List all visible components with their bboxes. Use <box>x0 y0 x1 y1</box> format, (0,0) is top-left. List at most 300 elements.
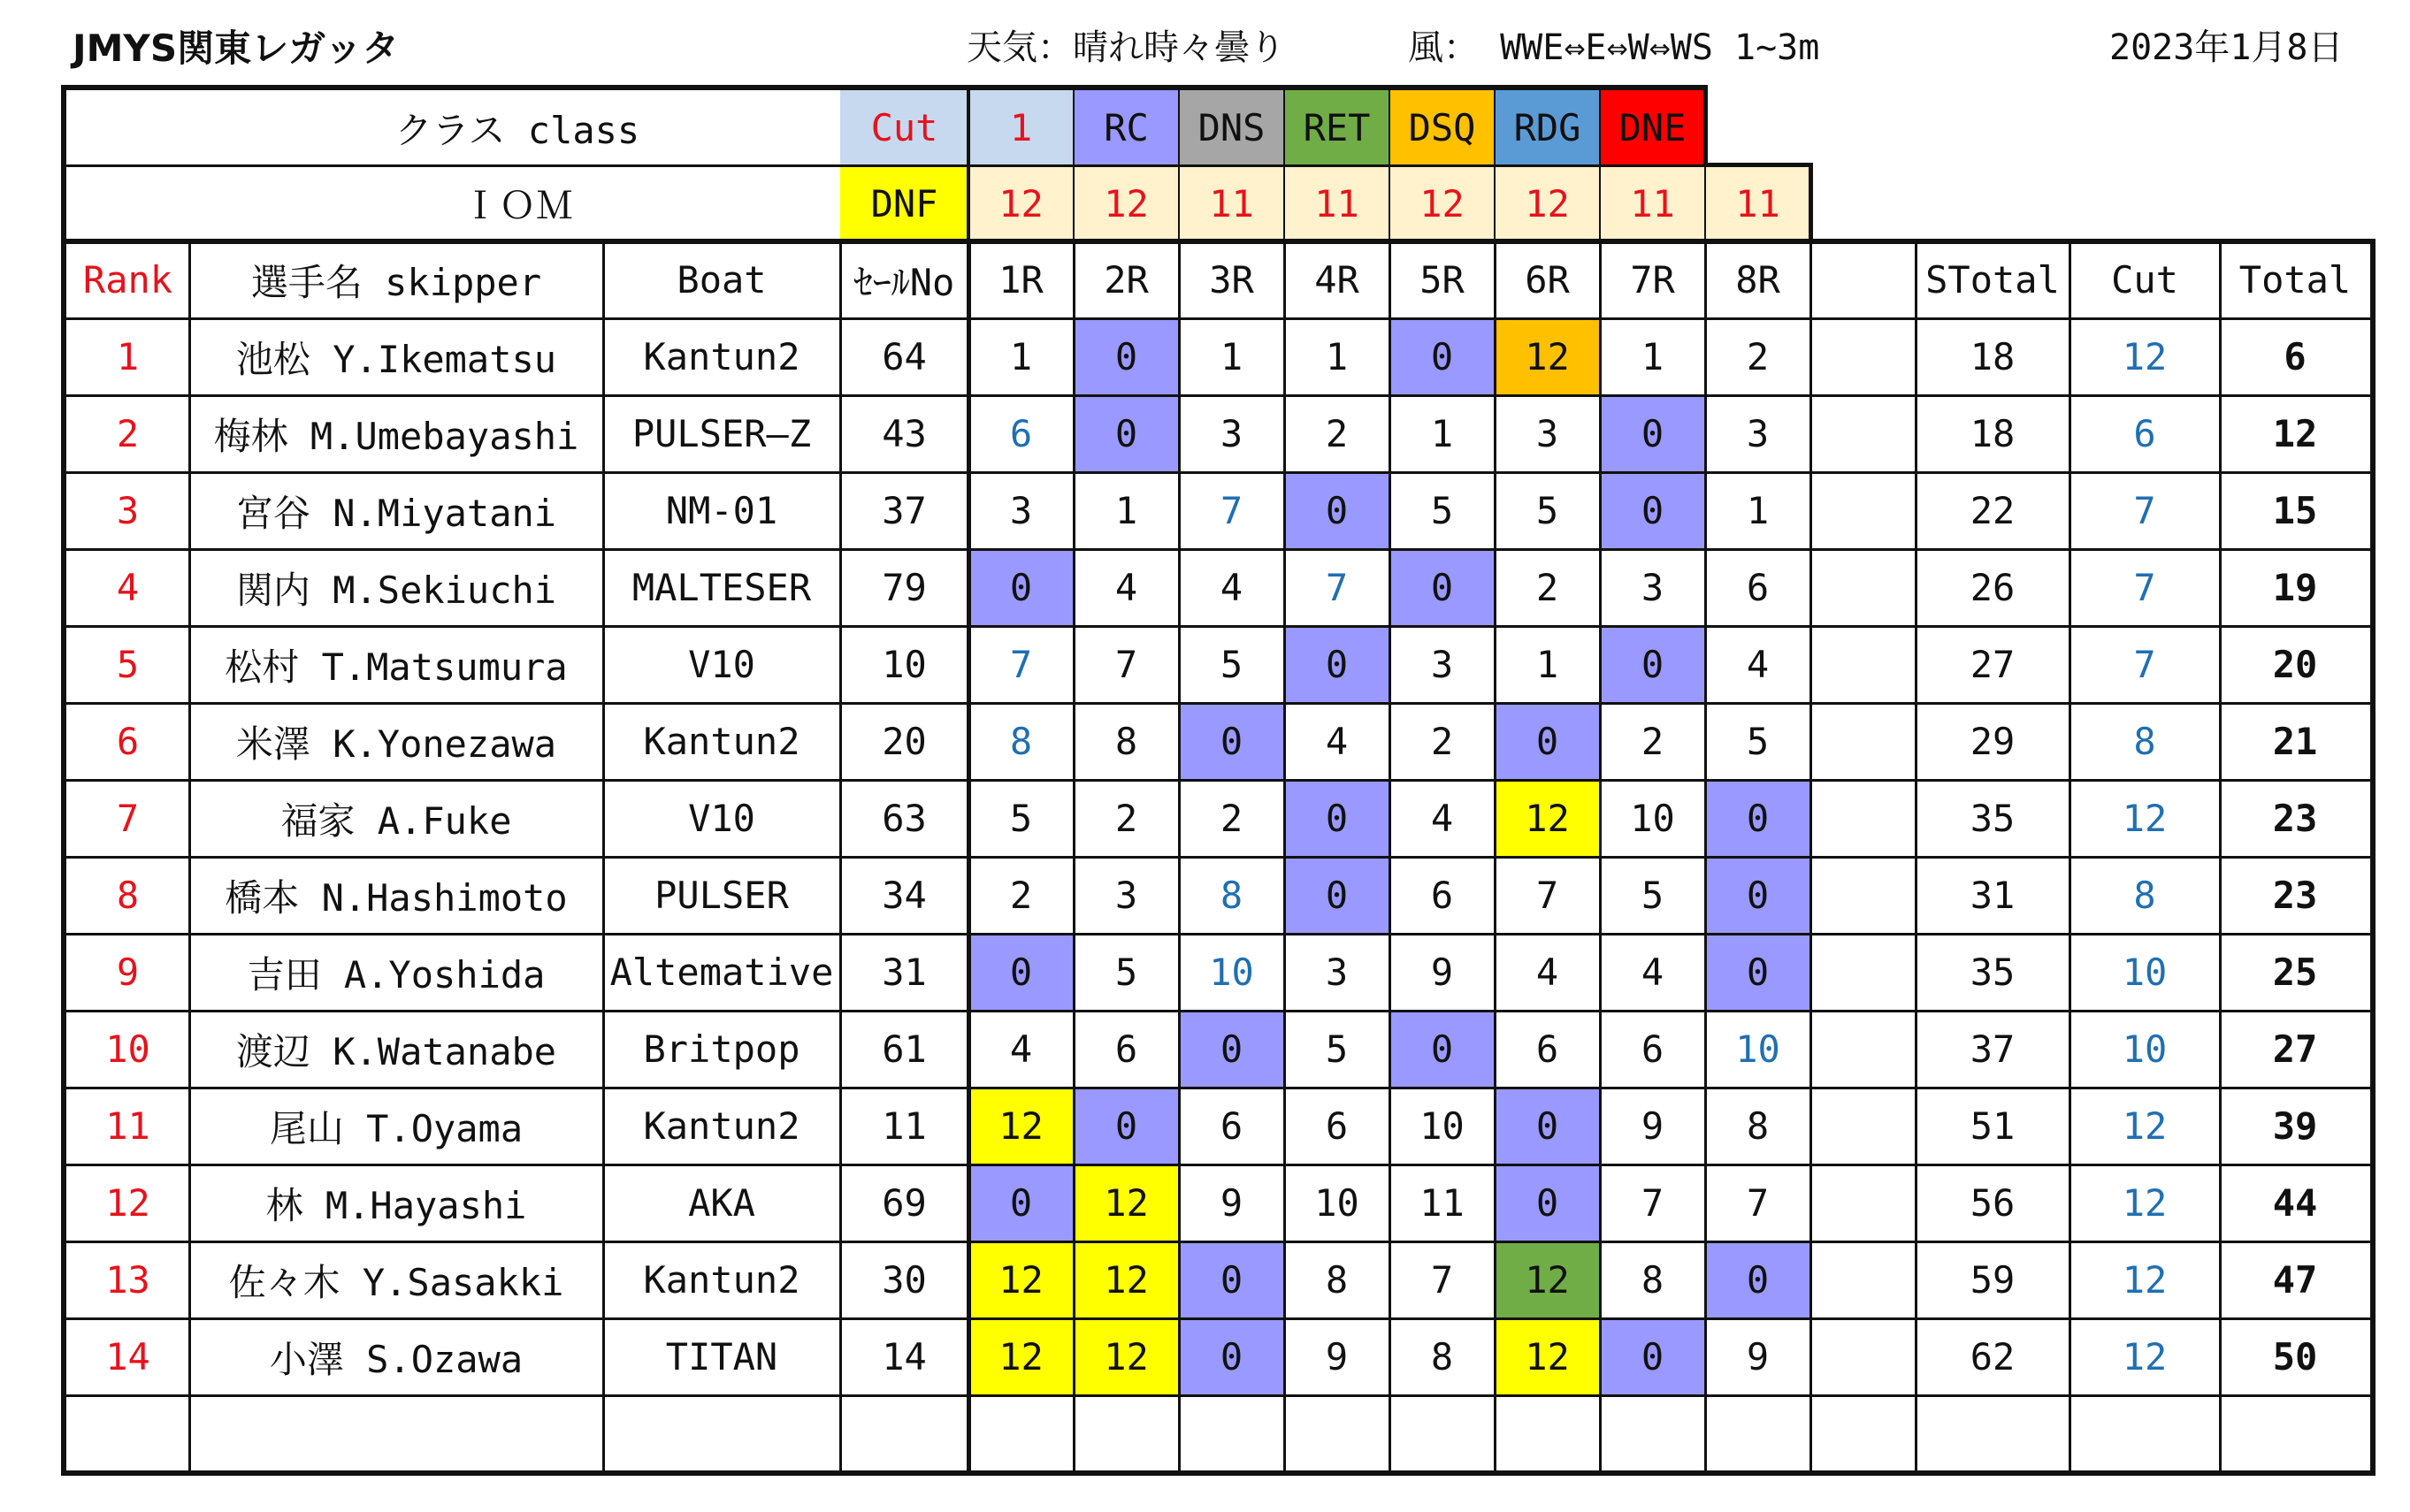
skipper-name: 池松 Y.Ikematsu <box>235 337 557 381</box>
stotal-cell: 31 <box>1970 874 2016 917</box>
column-header-1: Rank <box>82 258 173 302</box>
legend-border-right-top <box>1703 85 1708 165</box>
legend-border-right-bottom <box>1809 163 1813 241</box>
legend-code-6: DSQ <box>1389 90 1495 165</box>
legend-count-3: 12 <box>1074 165 1179 241</box>
race-score: 5 <box>1220 643 1243 686</box>
race-score: 4 <box>1641 951 1664 994</box>
column-header-13 <box>1810 241 1916 318</box>
cut-cell: 8 <box>2133 720 2156 763</box>
spacer-cell <box>1810 857 1916 934</box>
boat-name: PULSER—Z <box>631 412 812 455</box>
race-score: 2 <box>1746 335 1770 378</box>
wind-info: 風： WWE⇔E⇔W⇔WS 1~3m <box>1408 27 1820 68</box>
cut-cell: 8 <box>2133 874 2156 917</box>
rank-cell: 14 <box>105 1335 150 1378</box>
rank-cell: 11 <box>105 1104 150 1148</box>
legend-code-4: DNS <box>1179 90 1284 165</box>
race-score: 0 <box>1284 472 1389 549</box>
race-score: 7 <box>1746 1181 1770 1225</box>
race-score: 0 <box>1179 703 1284 780</box>
total-cell: 50 <box>2272 1335 2318 1378</box>
race-score: 4 <box>1535 951 1559 994</box>
race-score: 10 <box>1314 1181 1359 1225</box>
race-score: 4 <box>1114 566 1138 609</box>
legend-code-7: RDG <box>1495 90 1600 165</box>
race-score: 0 <box>1705 934 1810 1011</box>
empty-cell <box>189 1395 603 1472</box>
race-score: 10 <box>1630 797 1675 840</box>
race-score: 10 <box>1735 1027 1780 1071</box>
sail-number: 61 <box>882 1027 927 1071</box>
total-cell: 20 <box>2272 643 2318 686</box>
column-header-8: 4R <box>1314 258 1359 302</box>
race-score: 0 <box>968 549 1074 626</box>
row-divider <box>66 933 2370 935</box>
sail-number: 64 <box>882 335 927 378</box>
skipper-name: 福家 A.Fuke <box>280 798 512 843</box>
empty-cell <box>2220 1395 2370 1472</box>
legend-code-2: 1 <box>968 90 1074 165</box>
empty-cell <box>1705 1395 1810 1472</box>
legend-code-divider <box>1389 90 1390 165</box>
stotal-cell: 26 <box>1970 566 2016 609</box>
spacer-cell <box>1810 626 1916 703</box>
race-score: 4 <box>1746 643 1770 686</box>
race-score: 5 <box>1535 489 1559 532</box>
sail-number: 43 <box>882 412 927 455</box>
race-score: 1 <box>1746 489 1770 532</box>
race-score: 8 <box>1009 720 1033 763</box>
row-divider <box>66 1241 2370 1243</box>
legend-border-step <box>1705 163 1813 167</box>
race-score: 2 <box>1009 874 1033 917</box>
row-divider <box>66 394 2370 397</box>
legend-code-divider <box>1494 90 1496 165</box>
race-score: 8 <box>1114 720 1138 763</box>
race-score: 0 <box>1179 1011 1284 1088</box>
legend-count-divider <box>1178 165 1180 241</box>
race-score: 12 <box>1495 780 1600 857</box>
stotal-cell: 56 <box>1970 1181 2016 1225</box>
race-score: 10 <box>1209 951 1254 994</box>
table-border-bottom <box>61 1470 2376 1476</box>
race-score: 10 <box>1419 1104 1465 1148</box>
row-divider <box>66 1317 2370 1320</box>
boat-name: TITAN <box>665 1335 778 1378</box>
legend-code-divider <box>1283 90 1285 165</box>
skipper-name: 林 M.Hayashi <box>265 1183 527 1227</box>
race-score: 6 <box>1220 1104 1243 1148</box>
race-score: 0 <box>1600 1318 1705 1395</box>
race-score: 9 <box>1430 951 1454 994</box>
skipper-name: 尾山 T.Oyama <box>269 1106 524 1150</box>
legend-count-divider <box>1599 165 1601 241</box>
legend-count-6: 12 <box>1389 165 1495 241</box>
skipper-name: 梅林 M.Umebayashi <box>213 414 579 458</box>
legend-count-4: 11 <box>1179 165 1284 241</box>
race-score: 4 <box>1009 1027 1033 1071</box>
race-score: 8 <box>1641 1258 1664 1302</box>
row-divider <box>66 1010 2370 1012</box>
race-score: 4 <box>1430 797 1454 840</box>
column-header-6: 2R <box>1104 258 1149 302</box>
legend-code-3: RC <box>1074 90 1179 165</box>
legend-count-divider <box>1283 165 1285 241</box>
cut-cell: 10 <box>2122 1027 2168 1071</box>
legend-code-divider <box>1178 90 1180 165</box>
stotal-cell: 18 <box>1970 335 2016 378</box>
stotal-cell: 35 <box>1970 797 2016 840</box>
race-score: 4 <box>1220 566 1243 609</box>
empty-cell <box>2070 1395 2220 1472</box>
race-score: 0 <box>1495 1165 1600 1241</box>
race-score: 7 <box>1430 1258 1454 1302</box>
race-score: 1 <box>1114 489 1138 532</box>
stotal-cell: 27 <box>1970 643 2016 686</box>
spacer-cell <box>1810 1088 1916 1165</box>
race-score: 2 <box>1641 720 1664 763</box>
stotal-cell: 35 <box>1970 951 2016 994</box>
row-divider <box>66 1394 2370 1397</box>
race-score: 1 <box>1009 335 1033 378</box>
race-score: 2 <box>1114 797 1138 840</box>
race-score: 12 <box>1074 1318 1179 1395</box>
total-cell: 23 <box>2272 797 2318 840</box>
sail-number: 30 <box>882 1258 927 1302</box>
rank-cell: 10 <box>105 1027 150 1071</box>
boat-name: Kantun2 <box>643 1104 800 1148</box>
race-score: 6 <box>1430 874 1454 917</box>
boat-name: V10 <box>688 643 755 686</box>
cut-cell: 10 <box>2122 951 2168 994</box>
stotal-cell: 22 <box>1970 489 2016 532</box>
rank-cell: 3 <box>116 489 140 532</box>
spacer-cell <box>1810 1165 1916 1241</box>
legend-count-1: DNF <box>840 165 968 241</box>
rank-cell: 4 <box>116 566 140 609</box>
race-score: 5 <box>1009 797 1033 840</box>
column-header-9: 5R <box>1419 258 1465 302</box>
class-value: ＩＯＭ <box>461 184 573 227</box>
total-cell: 15 <box>2272 489 2318 532</box>
column-header-2: 選手名 skipper <box>250 260 542 304</box>
cut-cell: 7 <box>2133 643 2156 686</box>
empty-cell <box>840 1395 968 1472</box>
race-score: 11 <box>1419 1181 1465 1225</box>
legend-count-divider <box>1704 165 1706 241</box>
column-header-5: 1R <box>998 258 1044 302</box>
stotal-cell: 37 <box>1970 1027 2016 1071</box>
race-score: 0 <box>1074 318 1179 395</box>
race-score: 3 <box>1746 412 1770 455</box>
race-score: 9 <box>1746 1335 1770 1378</box>
race-score: 0 <box>1495 1088 1600 1165</box>
race-score: 2 <box>1220 797 1243 840</box>
race-score: 2 <box>1430 720 1454 763</box>
race-score: 5 <box>1325 1027 1349 1071</box>
legend-count-5: 11 <box>1284 165 1389 241</box>
empty-cell <box>1916 1395 2070 1472</box>
stotal-cell: 62 <box>1970 1335 2016 1378</box>
race-score: 5 <box>1430 489 1454 532</box>
race-score: 8 <box>1746 1104 1770 1148</box>
skipper-name: 宮谷 N.Miyatani <box>235 491 557 535</box>
empty-cell <box>1810 1395 1916 1472</box>
cut-cell: 12 <box>2122 335 2168 378</box>
race-score: 12 <box>968 1318 1074 1395</box>
race-score: 7 <box>1220 489 1243 532</box>
race-score: 6 <box>1009 412 1033 455</box>
race-score: 7 <box>1325 566 1349 609</box>
race-score: 12 <box>1495 1241 1600 1318</box>
race-score: 5 <box>1746 720 1770 763</box>
sail-number: 11 <box>882 1104 927 1148</box>
race-score: 0 <box>1389 549 1495 626</box>
cut-cell: 7 <box>2133 489 2156 532</box>
boat-name: PULSER <box>654 874 789 917</box>
boat-name: Kantun2 <box>643 335 800 378</box>
spacer-cell <box>1810 703 1916 780</box>
row-divider <box>66 625 2370 628</box>
race-score: 0 <box>1705 780 1810 857</box>
race-score: 5 <box>1114 951 1138 994</box>
table-border-top <box>61 239 2376 244</box>
race-score: 3 <box>1430 643 1454 686</box>
boat-name: Altemative <box>609 951 834 994</box>
race-score: 3 <box>1009 489 1033 532</box>
skipper-name: 関内 M.Sekiuchi <box>235 568 557 612</box>
boat-name: Kantun2 <box>643 720 800 763</box>
empty-cell <box>1495 1395 1600 1472</box>
legend-code-divider <box>1073 90 1075 165</box>
race-score: 0 <box>1600 626 1705 703</box>
column-header-12: 8R <box>1735 258 1780 302</box>
race-score: 8 <box>1430 1335 1454 1378</box>
race-score: 0 <box>1389 318 1495 395</box>
race-score: 12 <box>1074 1165 1179 1241</box>
race-score: 7 <box>1114 643 1138 686</box>
skipper-name: 小澤 S.Ozawa <box>269 1337 524 1381</box>
race-score: 0 <box>1179 1241 1284 1318</box>
legend-count-divider <box>1073 165 1075 241</box>
race-score: 0 <box>968 1165 1074 1241</box>
skipper-name: 橋本 N.Hashimoto <box>225 875 568 920</box>
race-score: 1 <box>1325 335 1349 378</box>
empty-cell <box>1074 1395 1179 1472</box>
stotal-cell: 59 <box>1970 1258 2016 1302</box>
row-divider <box>66 1164 2370 1166</box>
race-score: 7 <box>1641 1181 1664 1225</box>
class-label: クラス class <box>394 108 640 152</box>
weather-info: 天気：晴れ時々曇り <box>967 27 1285 68</box>
race-score: 0 <box>1600 395 1705 472</box>
row-divider <box>66 1087 2370 1089</box>
legend-code-1: Cut <box>840 90 968 165</box>
rank-cell: 1 <box>116 335 140 378</box>
legend-border-left <box>61 85 66 241</box>
row-divider <box>66 856 2370 859</box>
boat-name: AKA <box>688 1181 755 1225</box>
race-score: 0 <box>1284 626 1389 703</box>
rank-cell: 7 <box>116 797 140 840</box>
column-header-14: STotal <box>1925 258 2060 302</box>
race-score: 9 <box>1220 1181 1243 1225</box>
race-score: 7 <box>1535 874 1559 917</box>
race-score: 0 <box>1495 703 1600 780</box>
race-score: 2 <box>1325 412 1349 455</box>
legend-count-divider <box>1389 165 1390 241</box>
rank-cell: 8 <box>116 874 140 917</box>
total-cell: 47 <box>2272 1258 2318 1302</box>
total-cell: 6 <box>2284 335 2307 378</box>
total-cell: 21 <box>2272 720 2318 763</box>
race-score: 6 <box>1641 1027 1664 1071</box>
sail-number: 63 <box>882 797 927 840</box>
regatta-title: JMYS関東レガッタ <box>73 27 400 70</box>
boat-name: V10 <box>688 797 755 840</box>
rank-cell: 2 <box>116 412 140 455</box>
skipper-name: 吉田 A.Yoshida <box>247 952 546 997</box>
race-score: 6 <box>1325 1104 1349 1148</box>
sail-number: 10 <box>882 643 927 686</box>
legend-count-7: 12 <box>1495 165 1600 241</box>
race-score: 9 <box>1641 1104 1664 1148</box>
sail-number: 37 <box>882 489 927 532</box>
column-header-3: Boat <box>677 258 767 302</box>
event-date: 2023年1月8日 <box>2109 27 2344 68</box>
legend-border-top <box>66 85 1705 90</box>
rank-cell: 13 <box>105 1258 150 1302</box>
rank-cell: 12 <box>105 1181 150 1225</box>
race-score: 5 <box>1641 874 1664 917</box>
skipper-name: 松村 T.Matsumura <box>225 645 568 689</box>
race-score: 0 <box>968 934 1074 1011</box>
race-score: 0 <box>1179 1318 1284 1395</box>
spacer-cell <box>1810 1241 1916 1318</box>
cut-cell: 12 <box>2122 1181 2168 1225</box>
spacer-cell <box>1810 780 1916 857</box>
race-score: 6 <box>1535 1027 1559 1071</box>
empty-cell <box>66 1395 189 1472</box>
spacer-cell <box>1810 549 1916 626</box>
row-divider <box>66 317 2370 320</box>
skipper-name: 米澤 K.Yonezawa <box>235 722 557 766</box>
empty-cell <box>603 1395 840 1472</box>
boat-name: Britpop <box>643 1027 800 1071</box>
column-header-4: ｾｰﾙNo <box>853 260 955 304</box>
race-score: 3 <box>1220 412 1243 455</box>
legend-count-9: 11 <box>1705 165 1810 241</box>
legend-code-divider <box>1599 90 1601 165</box>
race-score: 1 <box>1641 335 1664 378</box>
spacer-cell <box>1810 472 1916 549</box>
legend-count-8: 11 <box>1600 165 1705 241</box>
race-score: 1 <box>1220 335 1243 378</box>
total-cell: 27 <box>2272 1027 2318 1071</box>
race-score: 0 <box>1074 395 1179 472</box>
column-header-10: 6R <box>1525 258 1570 302</box>
race-score: 0 <box>1705 857 1810 934</box>
spacer-cell <box>1810 1318 1916 1395</box>
stotal-cell: 51 <box>1970 1104 2016 1148</box>
rank-cell: 5 <box>116 643 140 686</box>
legend-count-2: 12 <box>968 165 1074 241</box>
skipper-name: 佐々木 Y.Sasakki <box>228 1260 564 1304</box>
boat-name: Kantun2 <box>643 1258 800 1302</box>
boat-name: NM-01 <box>665 489 778 532</box>
race-score: 0 <box>1389 1011 1495 1088</box>
boat-name: MALTESER <box>631 566 812 609</box>
race-score: 12 <box>1495 1318 1600 1395</box>
race-score: 0 <box>1074 1088 1179 1165</box>
empty-cell <box>1600 1395 1705 1472</box>
race-score: 0 <box>1284 857 1389 934</box>
total-cell: 23 <box>2272 874 2318 917</box>
race-score: 3 <box>1641 566 1664 609</box>
row-divider <box>66 702 2370 705</box>
race-score: 1 <box>1535 643 1559 686</box>
spacer-cell <box>1810 934 1916 1011</box>
total-cell: 39 <box>2272 1104 2318 1148</box>
spacer-cell <box>1810 395 1916 472</box>
race-score: 0 <box>1284 780 1389 857</box>
row-divider <box>66 471 2370 474</box>
sail-number: 31 <box>882 951 927 994</box>
total-cell: 44 <box>2272 1181 2318 1225</box>
sail-number: 34 <box>882 874 927 917</box>
race-score: 3 <box>1114 874 1138 917</box>
total-cell: 25 <box>2272 951 2318 994</box>
race-score: 12 <box>1074 1241 1179 1318</box>
total-cell: 19 <box>2272 566 2318 609</box>
race-score: 6 <box>1114 1027 1138 1071</box>
empty-cell <box>1389 1395 1495 1472</box>
race-score: 0 <box>1705 1241 1810 1318</box>
cut-cell: 12 <box>2122 1104 2168 1148</box>
race-score: 1 <box>1430 412 1454 455</box>
cut-cell: 12 <box>2122 1258 2168 1302</box>
empty-cell <box>1284 1395 1389 1472</box>
total-cell: 12 <box>2272 412 2318 455</box>
race-score: 12 <box>1495 318 1600 395</box>
sail-number: 14 <box>882 1335 927 1378</box>
table-border-right <box>2370 239 2376 1474</box>
sail-number: 69 <box>882 1181 927 1225</box>
race-score: 3 <box>1535 412 1559 455</box>
race-score: 0 <box>1600 472 1705 549</box>
empty-cell <box>968 1395 1074 1472</box>
rank-cell: 9 <box>116 951 140 994</box>
legend-divider-class <box>967 90 970 241</box>
legend-code-8: DNE <box>1600 90 1705 165</box>
race-score: 3 <box>1325 951 1349 994</box>
rank-cell: 6 <box>116 720 140 763</box>
race-score: 2 <box>1535 566 1559 609</box>
legend-code-5: RET <box>1284 90 1389 165</box>
stotal-cell: 29 <box>1970 720 2016 763</box>
legend-row-divider <box>66 164 1810 167</box>
race-score: 6 <box>1746 566 1770 609</box>
race-score: 12 <box>968 1241 1074 1318</box>
cut-cell: 6 <box>2133 412 2156 455</box>
spacer-cell <box>1810 318 1916 395</box>
race-score: 8 <box>1325 1258 1349 1302</box>
race-score: 4 <box>1325 720 1349 763</box>
empty-cell <box>1179 1395 1284 1472</box>
row-divider <box>66 548 2370 551</box>
sail-number: 79 <box>882 566 927 609</box>
